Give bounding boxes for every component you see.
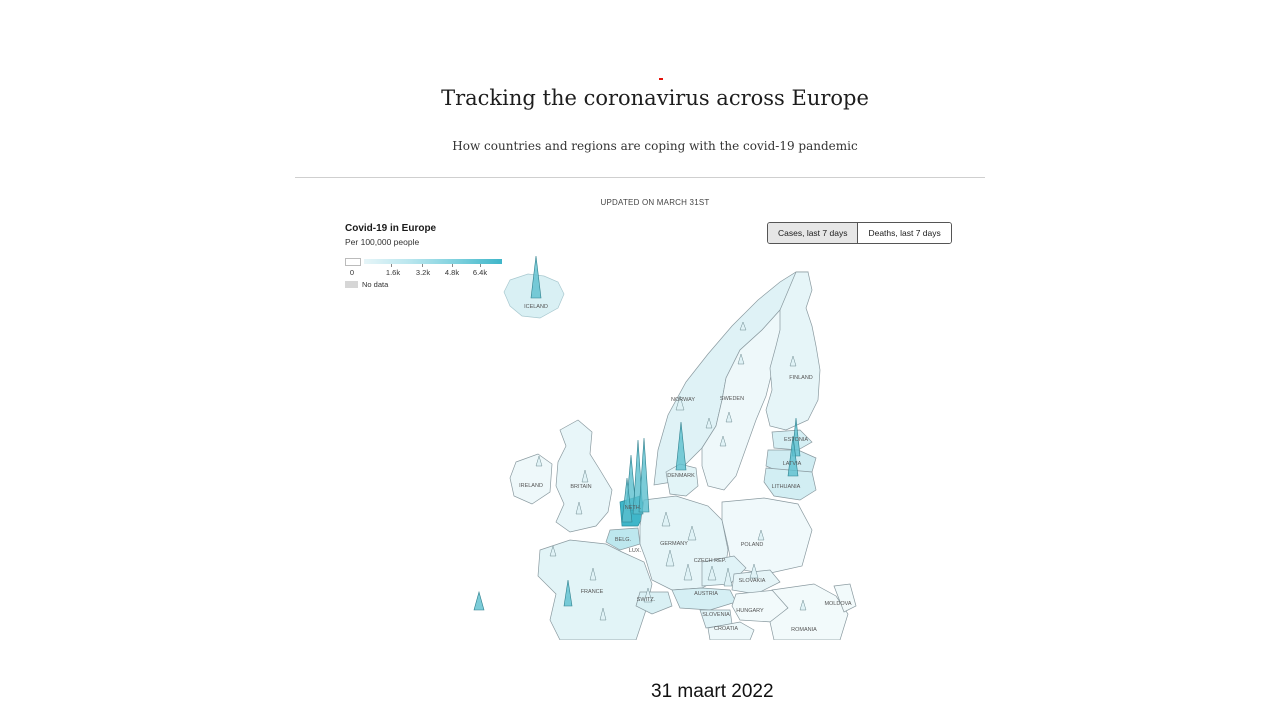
- cases-toggle-button[interactable]: Cases, last 7 days: [768, 223, 858, 243]
- chart-subtitle: Per 100,000 people: [345, 237, 420, 247]
- label-sweden: SWEDEN: [719, 396, 745, 402]
- label-poland: POLAND: [740, 542, 764, 548]
- label-romania: ROMANIA: [791, 627, 817, 633]
- legend-tick-mark: [422, 264, 423, 267]
- deaths-toggle-button[interactable]: Deaths, last 7 days: [858, 223, 950, 243]
- legend-tick-label: 3.2k: [415, 268, 431, 277]
- divider: [295, 177, 985, 178]
- label-luxembourg: LUX.: [628, 548, 642, 554]
- updated-label: UPDATED ON MARCH 31ST: [600, 198, 710, 207]
- label-ireland: IRELAND: [519, 483, 543, 489]
- label-croatia: CROATIA: [713, 626, 739, 632]
- legend-zero-swatch: [345, 258, 361, 266]
- europe-map: [440, 250, 870, 640]
- label-austria: AUSTRIA: [694, 591, 718, 597]
- legend-tick-label: 4.8k: [444, 268, 460, 277]
- legend-tick-label: 6.4k: [472, 268, 488, 277]
- country-ireland[interactable]: [510, 454, 552, 504]
- label-latvia: LATVIA: [782, 461, 802, 467]
- label-britain: BRITAIN: [570, 484, 592, 490]
- brand-tick: [659, 78, 663, 80]
- legend-tick-label: 0: [349, 268, 355, 277]
- label-denmark: DENMARK: [667, 473, 695, 479]
- label-netherlands: NETH.: [624, 505, 642, 511]
- page-title: Tracking the coronavirus across Europe: [441, 86, 869, 110]
- label-france: FRANCE: [580, 589, 604, 595]
- slide-date: 31 maart 2022: [651, 681, 774, 702]
- label-moldova: MOLDOVA: [824, 601, 852, 607]
- label-norway: NORWAY: [670, 397, 696, 403]
- legend-nodata-swatch: [345, 281, 358, 288]
- legend-tick-label: 1.6k: [385, 268, 401, 277]
- label-lithuania: LITHUANIA: [771, 484, 801, 490]
- label-finland: FINLAND: [789, 375, 813, 381]
- label-hungary: HUNGARY: [736, 608, 764, 614]
- label-slovakia: SLOVAKIA: [738, 578, 766, 584]
- label-slovenia: SLOVENIA: [702, 612, 730, 618]
- legend-tick-mark: [391, 264, 392, 267]
- label-iceland: ICELAND: [524, 304, 548, 310]
- page-subtitle: How countries and regions are coping with the covid-19 pandemic: [452, 139, 858, 153]
- label-belgium: BELG.: [614, 537, 632, 543]
- metric-toggle: [767, 222, 952, 244]
- label-estonia: ESTONIA: [783, 437, 809, 443]
- label-germany: GERMANY: [660, 541, 688, 547]
- map-svg: [440, 250, 870, 640]
- spike: [474, 592, 484, 610]
- legend-nodata-label: No data: [362, 280, 389, 289]
- label-switzerland: SWITZ.: [636, 597, 656, 603]
- chart-title: Covid-19 in Europe: [345, 223, 437, 234]
- label-czech: CZECH REP.: [693, 558, 727, 564]
